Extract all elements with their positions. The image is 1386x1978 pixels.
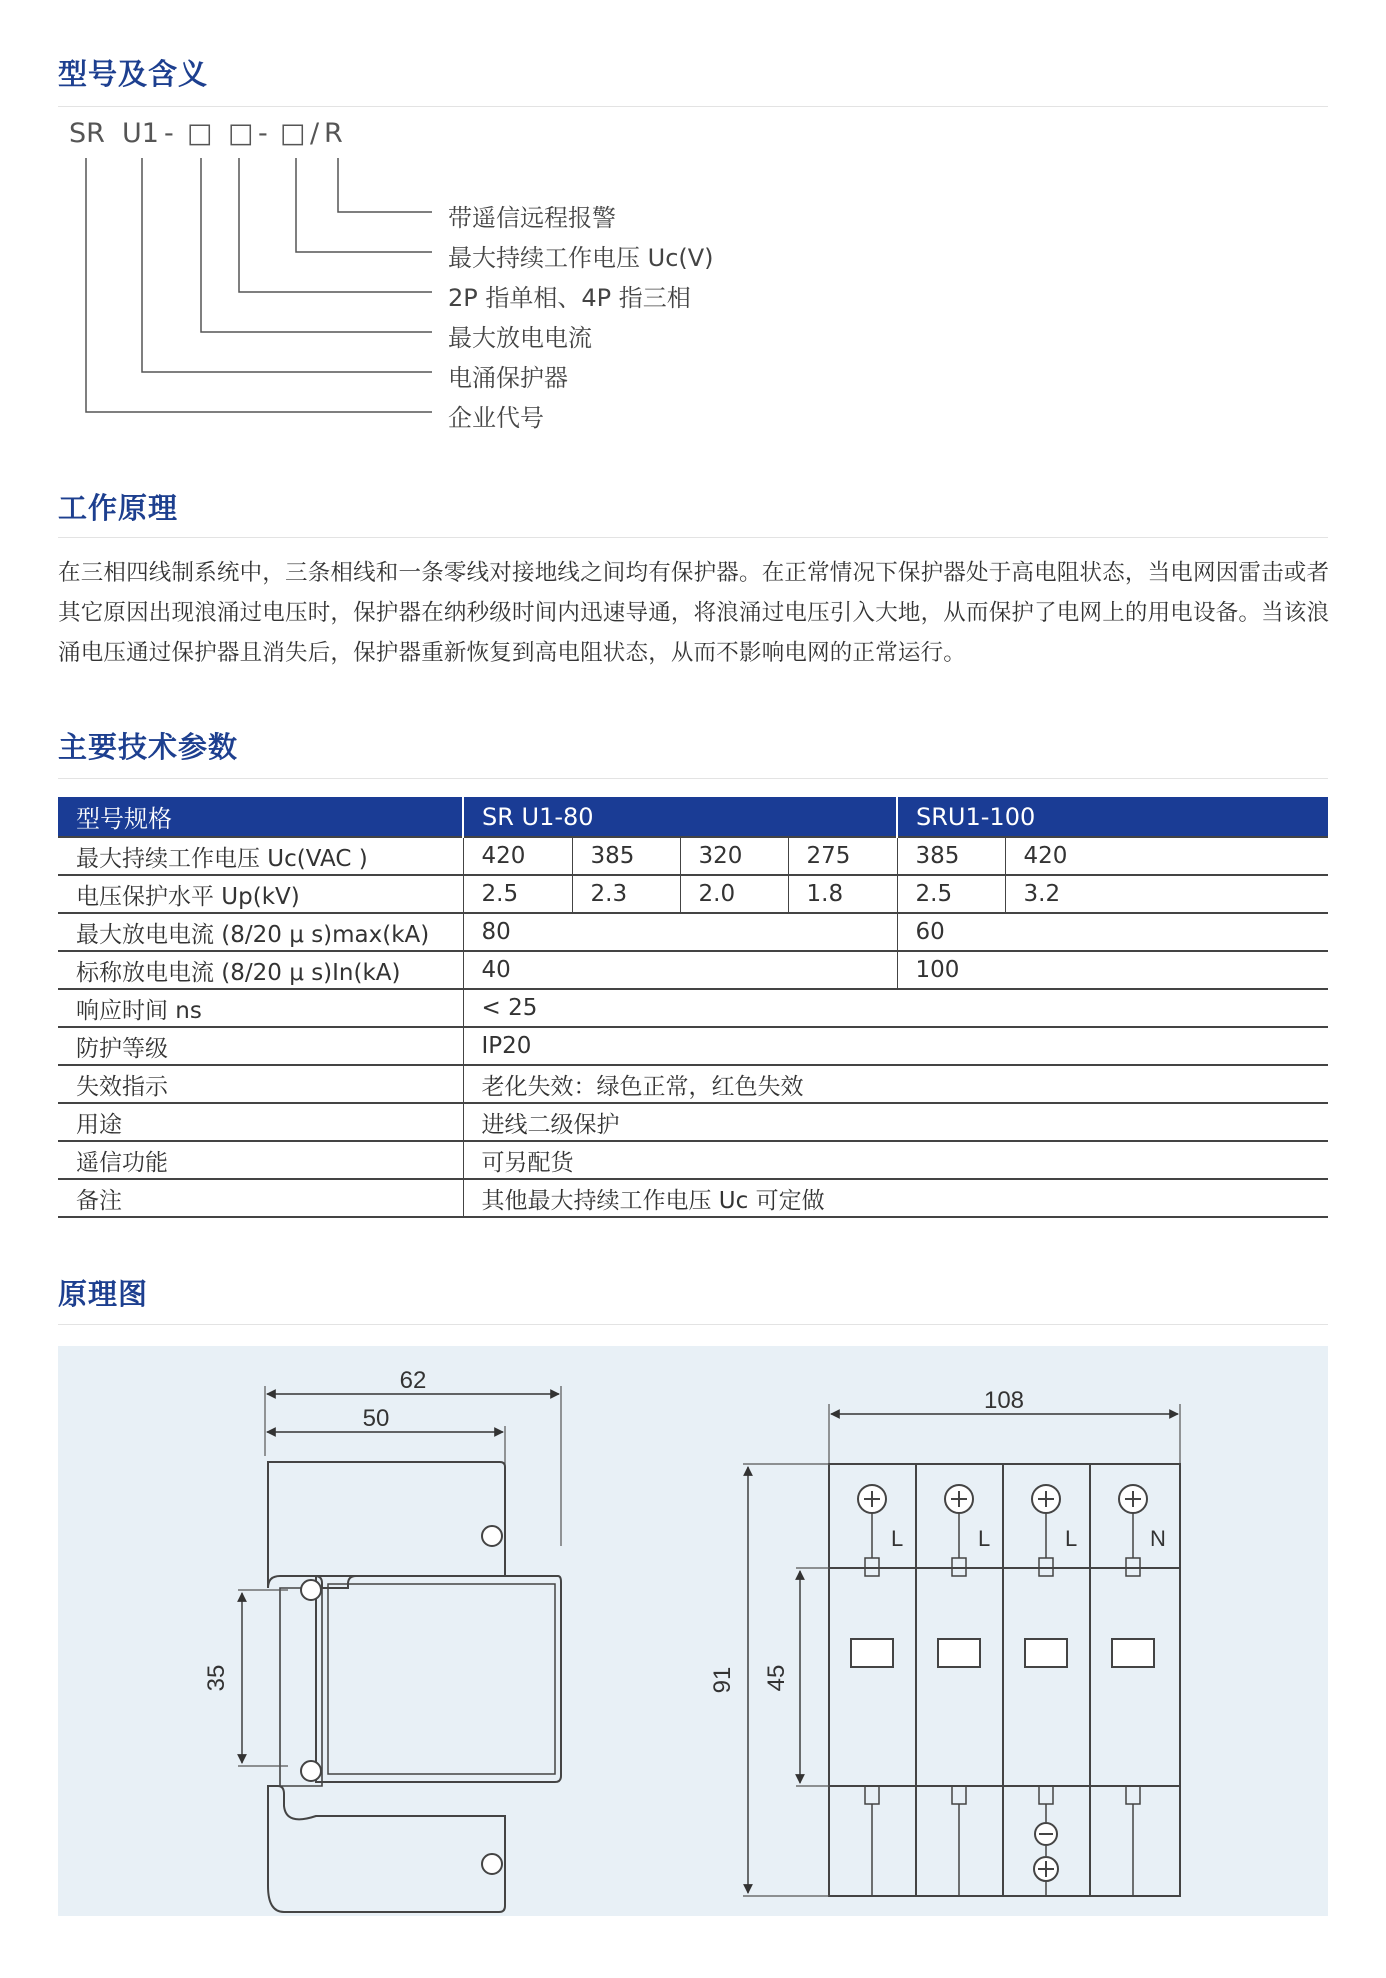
side-view-drawing	[203, 1367, 561, 1912]
section-title-params: 主要技术参数	[58, 730, 239, 764]
table-cell: 420	[1005, 837, 1328, 875]
table-row-label: 响应时间 ns	[58, 989, 463, 1027]
table-cell: 80	[463, 913, 897, 951]
code-part-r: R	[324, 118, 343, 149]
table-row-label: 最大持续工作电压 Uc(VAC )	[58, 837, 463, 875]
schematic-drawing	[58, 1346, 1328, 1916]
code-part-u1: U1	[122, 118, 159, 149]
spec-table	[58, 797, 1328, 1218]
dim-label-50: 50	[362, 1405, 390, 1432]
table-cell: IP20	[463, 1027, 1328, 1065]
table-cell: 3.2	[1005, 875, 1328, 913]
code-part-box: □	[228, 118, 254, 149]
table-cell: 420	[463, 837, 572, 875]
principle-paragraph: 在三相四线制系统中，三条相线和一条零线对接地线之间均有保护器。在正常情况下保护器处于高电阻状态，当电网因雷击或者其它原因出现浪涌过电压时，保护器在纳秒级时间内迅速导通，将浪涌过电压引入大地，从而保护了电网上的用电设备。当该浪涌电压通过保护器且消失后，保护器重新恢复到高电阻状态，从而不影响电网的正常运行。	[58, 560, 1330, 666]
table-cell: 385	[897, 837, 1005, 875]
table-cell: 100	[897, 951, 1328, 989]
table-cell: < 25	[463, 989, 1328, 1027]
table-row	[58, 1179, 1328, 1217]
model-meaning-list	[0, 0, 1386, 440]
table-row-label: 失效指示	[58, 1065, 463, 1103]
table-cell: 275	[788, 837, 897, 875]
table-row	[58, 1065, 1328, 1103]
meaning-item: 最大持续工作电压 Uc(V)	[448, 244, 714, 272]
table-row-label: 用途	[58, 1103, 463, 1141]
table-row-label: 标称放电电流 (8/20 μ s)In(kA)	[58, 951, 463, 989]
table-row	[58, 1103, 1328, 1141]
table-header-row	[58, 797, 1328, 837]
section-divider	[58, 537, 1328, 538]
table-row	[58, 951, 1328, 989]
table-header-cell: 型号规格	[58, 797, 463, 837]
pole-label-l1: L	[891, 1526, 904, 1551]
table-row-label: 备注	[58, 1179, 463, 1217]
table-row-label: 电压保护水平 Up(kV)	[58, 875, 463, 913]
section-title-diagram: 原理图	[58, 1277, 149, 1311]
table-row	[58, 913, 1328, 951]
section-title-principle: 工作原理	[58, 491, 179, 525]
table-cell: 385	[572, 837, 680, 875]
meaning-item: 企业代号	[448, 404, 544, 432]
table-row	[58, 989, 1328, 1027]
table-cell: 1.8	[788, 875, 897, 913]
table-cell: 进线二级保护	[463, 1103, 1328, 1141]
dim-label-35: 35	[203, 1664, 230, 1692]
table-row	[58, 1141, 1328, 1179]
table-row	[58, 875, 1328, 913]
pole-label-l3: L	[1065, 1526, 1078, 1551]
table-cell: 可另配货	[463, 1141, 1328, 1179]
meaning-item: 电涌保护器	[448, 364, 568, 392]
table-header-cell: SR U1-80	[463, 797, 897, 837]
schematic-diagram	[58, 1346, 1328, 1916]
table-cell: 其他最大持续工作电压 Uc 可定做	[463, 1179, 1328, 1217]
code-part-box: □	[187, 118, 213, 149]
dim-label-91: 91	[709, 1666, 736, 1694]
dim-label-62: 62	[399, 1367, 427, 1394]
table-row-label: 遥信功能	[58, 1141, 463, 1179]
table-row	[58, 837, 1328, 875]
pole-label-l2: L	[978, 1526, 991, 1551]
code-part-dash: -	[258, 118, 268, 149]
model-leader-lines	[0, 0, 1386, 440]
table-cell: 2.5	[897, 875, 1005, 913]
meaning-item: 2P 指单相、4P 指三相	[448, 284, 691, 312]
code-part-slash: /	[310, 118, 320, 149]
front-view-drawing	[709, 1387, 1180, 1896]
table-cell: 320	[680, 837, 788, 875]
dim-label-108: 108	[983, 1387, 1025, 1414]
dim-label-45: 45	[763, 1664, 790, 1692]
meaning-item: 最大放电电流	[448, 324, 592, 352]
code-part-box: □	[280, 118, 306, 149]
table-cell: 2.5	[463, 875, 572, 913]
code-part-sr: SR	[69, 118, 105, 149]
table-header-cell: SRU1-100	[897, 797, 1328, 837]
section-divider	[58, 1324, 1328, 1325]
table-cell: 60	[897, 913, 1328, 951]
meaning-item: 带遥信远程报警	[448, 204, 616, 232]
pole-label-n: N	[1150, 1526, 1166, 1551]
section-title-model: 型号及含义	[58, 57, 209, 91]
code-part-dash: -	[164, 118, 174, 149]
table-cell: 40	[463, 951, 897, 989]
table-cell: 老化失效：绿色正常，红色失效	[463, 1065, 1328, 1103]
table-cell: 2.3	[572, 875, 680, 913]
table-row	[58, 1027, 1328, 1065]
section-divider	[58, 778, 1328, 779]
table-cell: 2.0	[680, 875, 788, 913]
table-row-label: 防护等级	[58, 1027, 463, 1065]
table-row-label: 最大放电电流 (8/20 μ s)max(kA)	[58, 913, 463, 951]
